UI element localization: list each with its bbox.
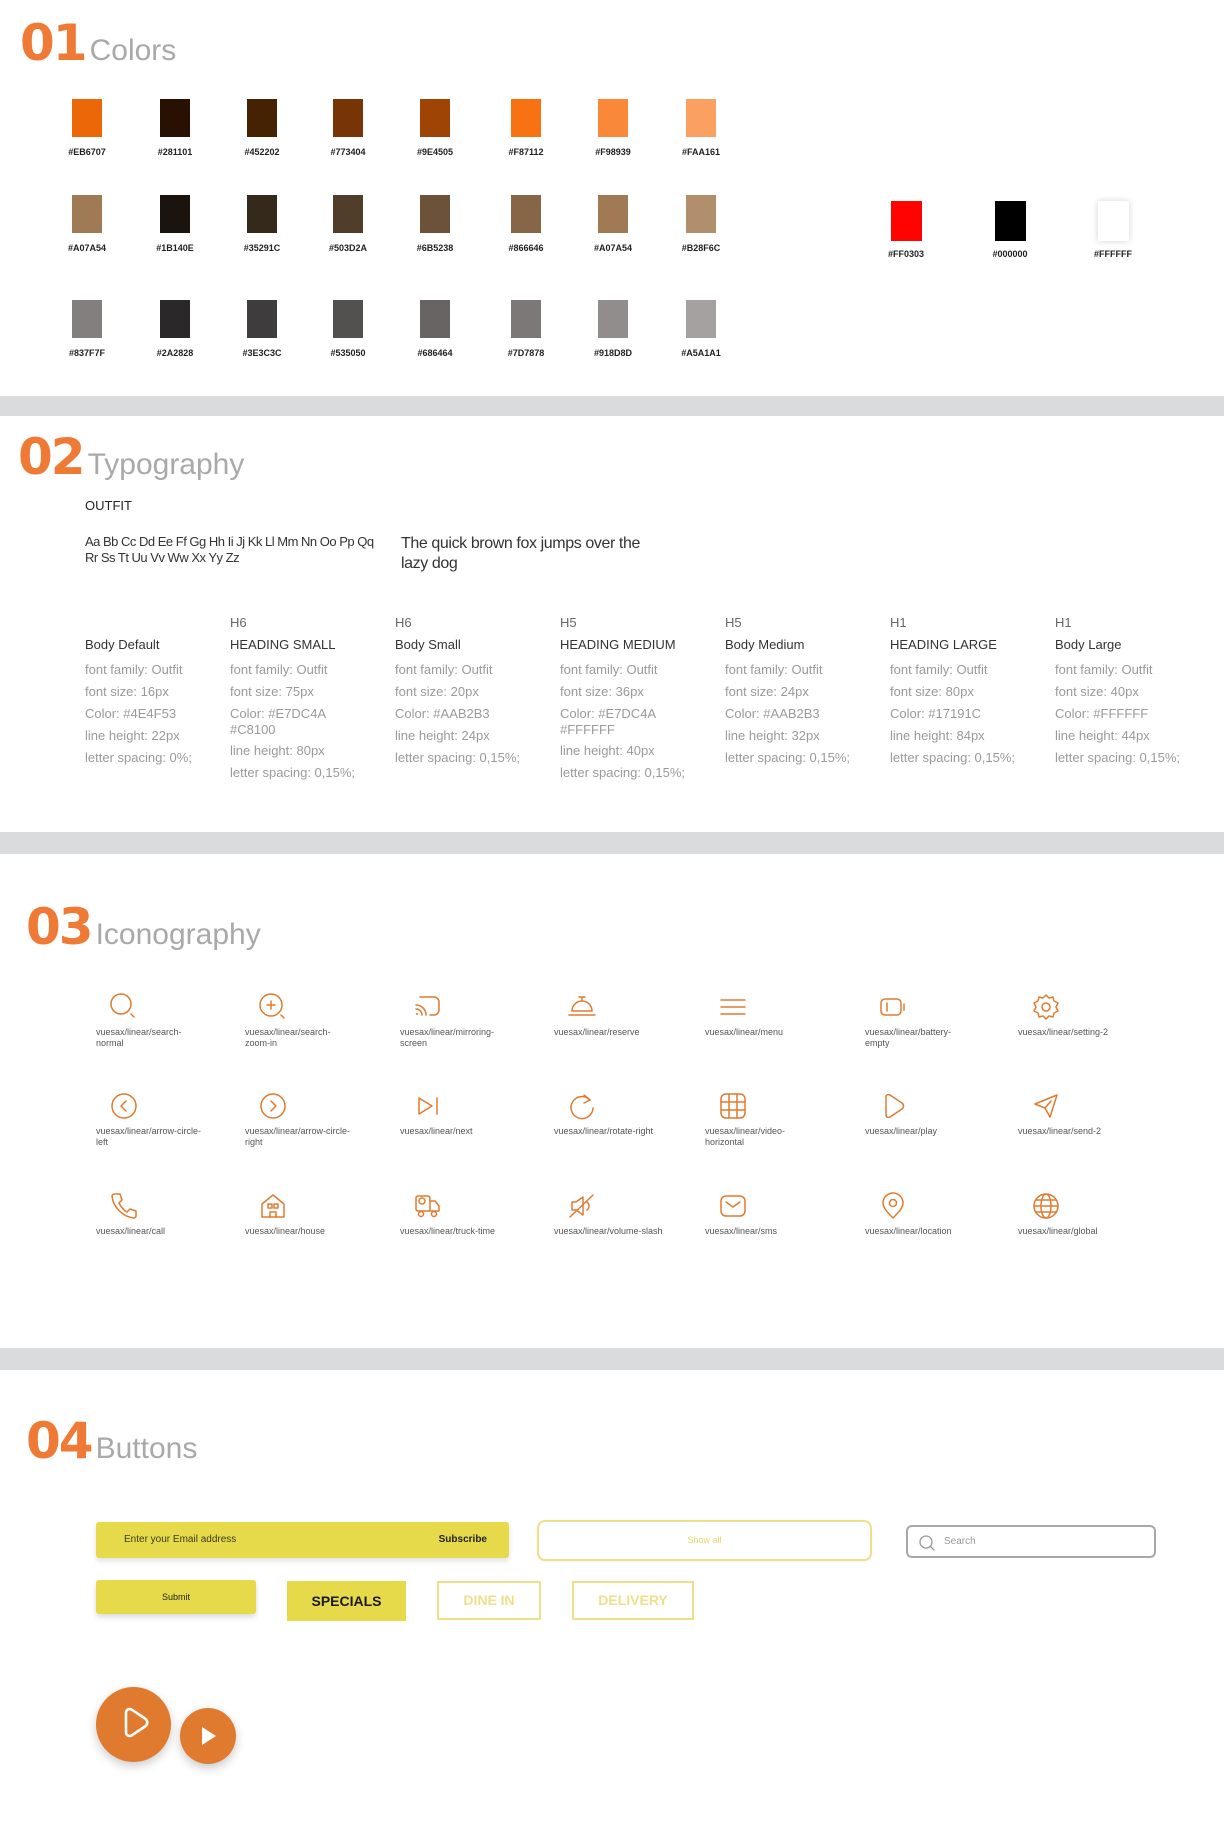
section-number: 03: [26, 898, 92, 956]
swatch-hex-label: #FFFFFF: [1094, 249, 1132, 259]
swatch-box: [333, 99, 363, 137]
color-swatch: [243, 195, 281, 253]
global-icon: [1030, 1190, 1062, 1222]
swatch-hex-label: #281101: [157, 147, 193, 157]
color-swatch: [68, 99, 106, 157]
truck-time-icon: [412, 1190, 444, 1222]
icon-label: vuesax/linear/arrow-circle-left: [96, 1126, 202, 1147]
swatch-hex-label: #837F7F: [68, 348, 106, 358]
swatch-box: [598, 300, 628, 338]
swatch-box: [598, 99, 628, 137]
style-property: line height: 80px: [230, 743, 325, 758]
swatch-box: [247, 195, 277, 233]
style-property: line height: 44px: [1055, 728, 1150, 743]
rotate-right-icon: [566, 1090, 598, 1122]
dine-in-button[interactable]: DINE IN: [437, 1581, 541, 1620]
type-style-column: [890, 615, 1040, 769]
sms-icon: [717, 1190, 749, 1222]
swatch-box: [333, 195, 363, 233]
swatch-hex-label: #FAA161: [681, 147, 721, 157]
color-swatch: [887, 201, 925, 259]
style-name: HEADING SMALL: [230, 637, 336, 652]
style-property: font family: Outfit: [560, 662, 658, 677]
arrow-circle-right-icon: [257, 1090, 289, 1122]
style-property: letter spacing: 0,15%;: [725, 750, 851, 765]
heading-level: H1: [1055, 615, 1072, 630]
color-swatch: [507, 300, 545, 358]
search-normal-icon: [108, 991, 140, 1023]
style-name: Body Default: [85, 637, 160, 652]
style-property: letter spacing: 0,15%;: [560, 765, 686, 780]
style-property: letter spacing: 0,15%;: [1055, 750, 1181, 765]
delivery-button[interactable]: DELIVERY: [572, 1581, 694, 1620]
typography-heading: [18, 428, 244, 486]
color-swatch: [156, 195, 194, 253]
color-swatch: [417, 300, 453, 358]
icon-label: vuesax/linear/reserve: [554, 1027, 640, 1037]
color-swatch: [593, 300, 633, 358]
icon-label: vuesax/linear/video-horizontal: [705, 1126, 786, 1147]
type-style-column: [395, 615, 545, 769]
mirroring-screen-icon: [412, 991, 444, 1023]
style-property: font size: 80px: [890, 684, 974, 699]
heading-level: H1: [890, 615, 907, 630]
color-swatch: [242, 300, 282, 358]
swatch-box: [72, 195, 102, 233]
heading-level: H6: [230, 615, 247, 630]
icon-label: vuesax/linear/volume-slash: [554, 1226, 663, 1236]
type-style-column: [1055, 615, 1205, 769]
style-name: Body Medium: [725, 637, 805, 652]
icon-label: vuesax/linear/menu: [705, 1027, 784, 1037]
swatch-box: [160, 300, 190, 338]
style-property: font size: 16px: [85, 684, 169, 699]
swatch-box: [891, 201, 922, 241]
icon-label: vuesax/linear/next: [400, 1126, 473, 1136]
swatch-hex-label: #773404: [330, 147, 366, 157]
color-swatch: [508, 195, 544, 253]
style-name: HEADING LARGE: [890, 637, 997, 652]
color-swatch: [416, 195, 454, 253]
play-icon: [180, 1708, 236, 1764]
type-style-column: [85, 615, 235, 769]
color-swatch: [68, 300, 106, 358]
swatch-hex-label: #FF0303: [887, 249, 925, 259]
search-input[interactable]: [906, 1525, 1156, 1558]
section-divider: [0, 1348, 1224, 1370]
volume-slash-icon: [566, 1190, 598, 1222]
style-property: Color: #AAB2B3: [725, 706, 820, 721]
swatch-box: [160, 99, 190, 137]
style-property: letter spacing: 0,15%;: [395, 750, 521, 765]
style-property: Color: #17191C: [890, 706, 982, 721]
style-property: font family: Outfit: [890, 662, 988, 677]
style-property: font family: Outfit: [85, 662, 183, 677]
swatch-hex-label: #9E4505: [416, 147, 454, 157]
subscribe-button[interactable]: Subscribe: [438, 1534, 487, 1545]
type-style-column: [230, 615, 380, 784]
style-property: Color: #4E4F53: [85, 706, 177, 721]
swatch-hex-label: #F98939: [595, 147, 631, 157]
font-name: OUTFIT: [85, 498, 132, 513]
swatch-box: [247, 300, 277, 338]
icon-label: vuesax/linear/rotate-right: [554, 1126, 654, 1136]
style-property: font family: Outfit: [1055, 662, 1153, 677]
style-property: font size: 75px: [230, 684, 314, 699]
video-horizontal-icon: [717, 1090, 749, 1122]
style-property: line height: 22px: [85, 728, 180, 743]
color-swatch: [992, 201, 1028, 259]
swatch-box: [72, 300, 102, 338]
icon-label: vuesax/linear/search-zoom-in: [245, 1027, 331, 1048]
icon-label: vuesax/linear/house: [245, 1226, 326, 1236]
swatch-box: [72, 99, 102, 137]
play-icon: [877, 1090, 909, 1122]
icon-label: vuesax/linear/sms: [705, 1226, 778, 1236]
swatch-box: [160, 195, 190, 233]
section-divider: [0, 832, 1224, 854]
section-title: Iconography: [95, 918, 261, 951]
color-swatch: [244, 99, 280, 157]
swatch-box: [420, 195, 450, 233]
email-subscribe-bar: [96, 1522, 509, 1558]
heading-level: H6: [395, 615, 412, 630]
color-swatch: [330, 99, 366, 157]
style-property: font size: 36px: [560, 684, 644, 699]
color-swatch: [681, 195, 721, 253]
swatch-hex-label: #918D8D: [593, 348, 633, 358]
swatch-hex-label: #6B5238: [416, 243, 454, 253]
swatch-box: [333, 300, 363, 338]
style-property: letter spacing: 0,15%;: [230, 765, 356, 780]
swatch-hex-label: #A5A1A1: [681, 348, 721, 358]
icon-label: vuesax/linear/mirroring-screen: [400, 1027, 495, 1048]
color-swatch: [595, 99, 631, 157]
swatch-hex-label: #866646: [508, 243, 544, 253]
battery-empty-icon: [877, 991, 909, 1023]
arrow-circle-left-icon: [108, 1090, 140, 1122]
swatch-hex-label: #EB6707: [68, 147, 106, 157]
search-icon: [918, 1534, 936, 1552]
iconography-heading: [26, 898, 261, 956]
swatch-box: [995, 201, 1026, 241]
swatch-hex-label: #2A2828: [156, 348, 194, 358]
next-icon: [412, 1090, 444, 1122]
heading-level: H5: [560, 615, 577, 630]
swatch-box: [511, 300, 541, 338]
style-property: font family: Outfit: [395, 662, 493, 677]
swatch-hex-label: #B28F6C: [681, 243, 721, 253]
icon-label: vuesax/linear/send-2: [1018, 1126, 1102, 1136]
swatch-hex-label: #503D2A: [328, 243, 368, 253]
swatch-hex-label: #F87112: [508, 147, 544, 157]
type-style-column: [560, 615, 710, 784]
search-zoom-in-icon: [257, 991, 289, 1023]
color-swatch: [681, 99, 721, 157]
swatch-hex-label: #7D7878: [507, 348, 545, 358]
type-style-column: [725, 615, 875, 769]
style-name: Body Small: [395, 637, 461, 652]
style-name: Body Large: [1055, 637, 1122, 652]
color-swatch: [156, 300, 194, 358]
reserve-icon: [566, 991, 598, 1023]
swatch-hex-label: #535050: [330, 348, 366, 358]
color-swatch: [508, 99, 544, 157]
style-property: line height: 40px: [560, 743, 655, 758]
play-icon: [96, 1687, 171, 1762]
swatch-box: [511, 99, 541, 137]
style-property: letter spacing: 0%;: [85, 750, 192, 765]
buttons-heading: [26, 1412, 197, 1470]
color-swatch: [416, 99, 454, 157]
colors-heading: [20, 14, 176, 72]
house-icon: [257, 1190, 289, 1222]
specials-button[interactable]: SPECIALS: [287, 1581, 406, 1621]
location-icon: [877, 1190, 909, 1222]
section-divider: [0, 396, 1224, 416]
icon-label: vuesax/linear/global: [1018, 1226, 1098, 1236]
style-property: font size: 40px: [1055, 684, 1139, 699]
swatch-hex-label: #452202: [244, 147, 280, 157]
swatch-hex-label: #3E3C3C: [242, 348, 282, 358]
swatch-box: [1098, 201, 1129, 241]
style-property: Color: #E7DC4A: [230, 706, 327, 721]
style-name: HEADING MEDIUM: [560, 637, 676, 652]
style-property: font family: Outfit: [725, 662, 823, 677]
play-button-small[interactable]: [180, 1708, 236, 1764]
section-number: 04: [26, 1412, 92, 1470]
swatch-box: [686, 195, 716, 233]
heading-level: H5: [725, 615, 742, 630]
style-property: Color: #FFFFFF: [1055, 706, 1149, 721]
send-2-icon: [1030, 1090, 1062, 1122]
color-swatch: [681, 300, 721, 358]
section-number: 02: [18, 428, 84, 486]
show-all-button[interactable]: [537, 1520, 872, 1561]
color-swatch: [330, 300, 366, 358]
section-title: Typography: [87, 448, 245, 481]
style-property: Color: #AAB2B3: [395, 706, 490, 721]
section-number: 01: [20, 14, 86, 72]
icon-label: vuesax/linear/search-normal: [96, 1027, 182, 1048]
color-swatch: [593, 195, 633, 253]
style-property: #FFFFFF: [560, 722, 615, 737]
swatch-box: [420, 300, 450, 338]
icon-label: vuesax/linear/call: [96, 1226, 166, 1236]
swatch-hex-label: #A07A54: [593, 243, 633, 253]
menu-icon: [717, 991, 749, 1023]
email-input[interactable]: Enter your Email address: [124, 1534, 237, 1545]
swatch-box: [247, 99, 277, 137]
swatch-box: [686, 99, 716, 137]
color-swatch: [328, 195, 368, 253]
style-property: line height: 32px: [725, 728, 820, 743]
swatch-hex-label: #A07A54: [67, 243, 107, 253]
style-property: font family: Outfit: [230, 662, 328, 677]
style-property: #C8100: [230, 722, 276, 737]
swatch-hex-label: #1B140E: [156, 243, 194, 253]
color-swatch: [157, 99, 193, 157]
icon-label: vuesax/linear/play: [865, 1126, 938, 1136]
icon-label: vuesax/linear/battery-empty: [865, 1027, 952, 1048]
submit-button[interactable]: Submit: [96, 1580, 256, 1614]
color-swatch: [1094, 201, 1132, 259]
swatch-box: [511, 195, 541, 233]
style-property: font size: 20px: [395, 684, 479, 699]
icon-label: vuesax/linear/location: [865, 1226, 952, 1236]
setting-2-icon: [1030, 991, 1062, 1023]
swatch-box: [598, 195, 628, 233]
call-icon: [108, 1190, 140, 1222]
color-swatch: [67, 195, 107, 253]
swatch-hex-label: #35291C: [243, 243, 281, 253]
style-property: line height: 84px: [890, 728, 985, 743]
search-placeholder: Search: [944, 1536, 976, 1547]
style-property: Color: #E7DC4A: [560, 706, 657, 721]
swatch-box: [420, 99, 450, 137]
style-property: line height: 24px: [395, 728, 490, 743]
icon-label: vuesax/linear/truck-time: [400, 1226, 496, 1236]
swatch-box: [686, 300, 716, 338]
show-all-label: Show all: [687, 1535, 722, 1545]
play-button-large[interactable]: [96, 1687, 171, 1762]
section-title: Colors: [89, 34, 177, 67]
swatch-hex-label: #686464: [417, 348, 453, 358]
pangram-sample: The quick brown fox jumps over the lazy dog: [401, 535, 640, 572]
swatch-hex-label: #000000: [992, 249, 1028, 259]
icon-label: vuesax/linear/arrow-circle-right: [245, 1126, 351, 1147]
style-property: font size: 24px: [725, 684, 809, 699]
section-title: Buttons: [95, 1432, 198, 1465]
alphabet-sample: Aa Bb Cc Dd Ee Ff Gg Hh Ii Jj Kk Ll Mm Nn Oo Pp Qq Rr Ss Tt Uu Vv Ww Xx Yy Zz: [85, 534, 374, 565]
icon-label: vuesax/linear/setting-2: [1018, 1027, 1109, 1037]
style-property: letter spacing: 0,15%;: [890, 750, 1016, 765]
